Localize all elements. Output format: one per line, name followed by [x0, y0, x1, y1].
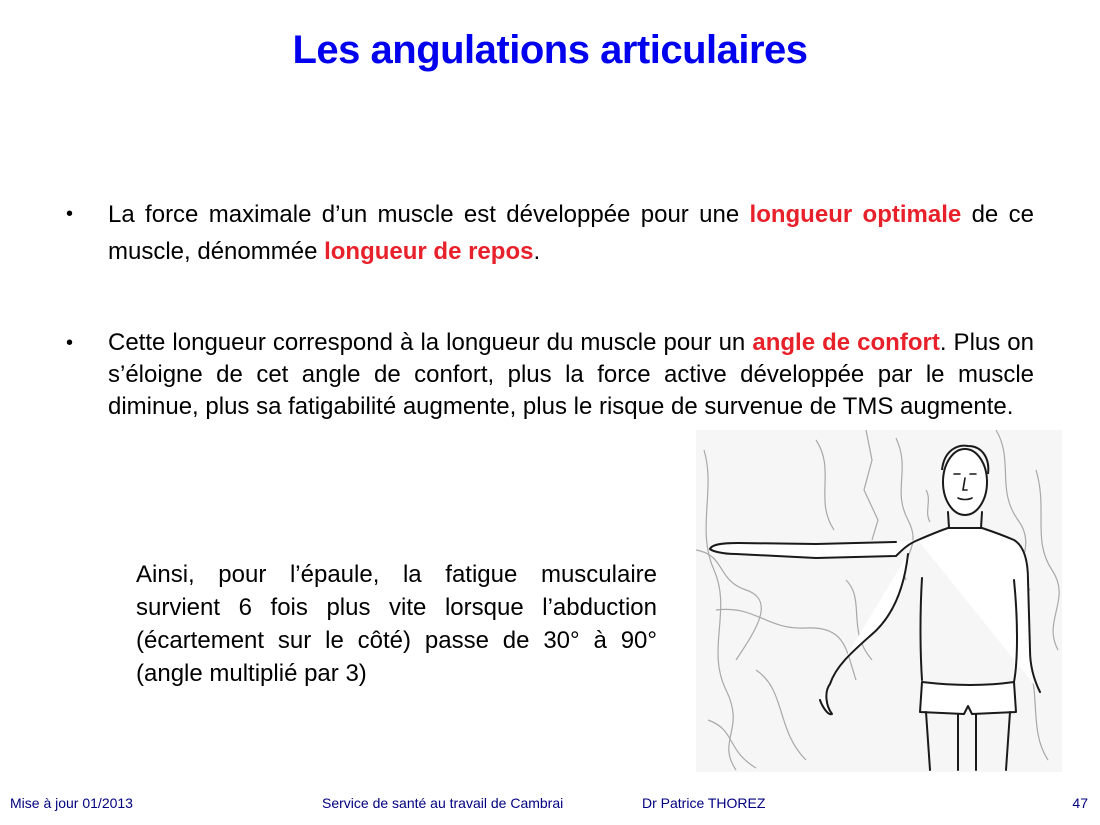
- man-shoulder-abduction-illustration: [696, 430, 1062, 772]
- footer-author: Dr Patrice THOREZ: [642, 795, 766, 811]
- bullet-marker: •: [66, 203, 74, 225]
- footer-update-date: Mise à jour 01/2013: [10, 795, 133, 811]
- bullet-text-segment: . Plus on s’éloigne de cet angle de confort, plus la force active développée par le muscle diminue, plus sa fatigabilité augmente, plus le risque de survenue de TMS augmente.: [108, 329, 1035, 420]
- bullet-marker: •: [66, 332, 74, 354]
- bullet-list: [66, 196, 1034, 423]
- highlight-angle-de-confort: angle de confort: [752, 329, 940, 356]
- illustration-svg: [696, 430, 1062, 772]
- bullet-text-segment: de ce muscle, dénommée: [108, 201, 1034, 265]
- bullet-item: [66, 327, 1034, 423]
- shoulder-fatigue-note: Ainsi, pour l’épaule, la fatigue musculaire survient 6 fois plus vite lorsque l’abduction (écartement sur le côté) passe de 30° à 90° (angle multiplié par 3): [136, 561, 657, 687]
- bullet-item: [66, 196, 1034, 270]
- footer-page-number: 47: [1072, 795, 1088, 811]
- highlight-longueur-de-repos: longueur de repos: [324, 238, 534, 265]
- bullet-text-segment: Cette longueur correspond à la longueur du muscle pour un: [108, 329, 753, 356]
- bullet-text-segment: .: [533, 238, 541, 265]
- footer-service-name: Service de santé au travail de Cambrai: [322, 795, 564, 811]
- bullet-text-segment: La force maximale d’un muscle est développée pour une: [108, 201, 750, 228]
- highlight-longueur-optimale: longueur optimale: [749, 201, 962, 228]
- slide-title: Les angulations articulaires: [292, 28, 808, 72]
